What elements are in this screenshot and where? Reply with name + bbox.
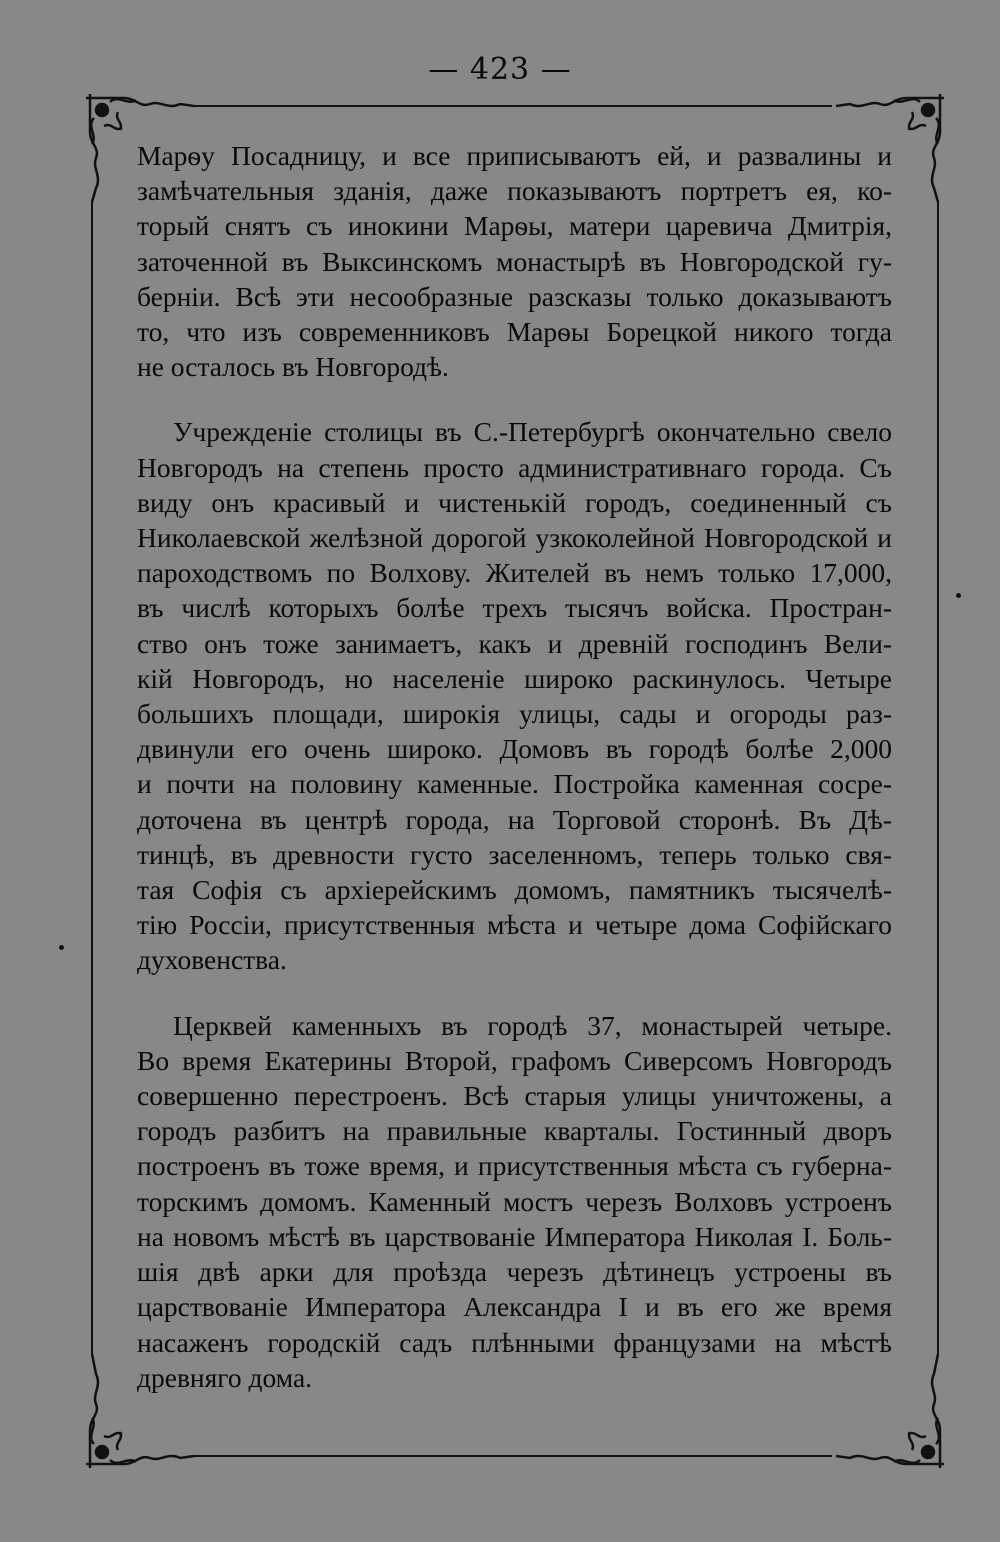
text-line: замѣчательныя зданія, даже показываютъ портретъ ея, ко- [137, 175, 892, 207]
text-line: Марѳу Посадницу, и все приписываютъ ей, и развалины и [137, 140, 892, 171]
text-line: тая Софія съ архіерейскимъ домомъ, памятникъ тысячелѣ- [137, 874, 892, 906]
text-line: заточенной въ Выксинскомъ монастырѣ въ Новгородской гу- [137, 245, 892, 277]
text-line: построенъ въ тоже время, и присутственныя мѣста съ губерна- [137, 1150, 892, 1182]
text-line: двинули его очень широко. Домовъ въ городѣ болѣе 2,000 [137, 733, 892, 765]
paragraph [137, 138, 892, 384]
text-line: царствованіе Императора Александра I и въ его же время [137, 1291, 892, 1323]
stray-ink-dot [956, 593, 961, 598]
text-line: совершенно перестроенъ. Всѣ старыя улицы уничтожены, а [137, 1080, 892, 1112]
paragraph [137, 414, 892, 977]
text-line: виду онъ красивый и чистенькій городъ, соединенный съ [137, 486, 892, 518]
text-line: торый снятъ съ инокини Марѳы, матери царевича Дмитрія, [137, 210, 892, 242]
text-line: Новгородъ на степень просто административнаго города. Съ [137, 451, 892, 483]
stray-ink-dot [59, 945, 64, 950]
text-line: кій Новгородъ, но населеніе широко раскинулось. Четыре [137, 662, 892, 694]
page-number: — 423 — [428, 52, 572, 87]
text-line: Николаевской желѣзной дорогой узкоколейной Новгородской и [137, 522, 892, 554]
text-line: тію Россіи, присутственныя мѣста и четыре дома Софійскаго [137, 909, 892, 941]
text-line: большихъ площади, широкія улицы, сады и огороды раз- [137, 698, 892, 730]
text-line: древняго дома. [137, 1361, 313, 1393]
text-line: насаженъ городскій садъ плѣнными французами на мѣстѣ [137, 1326, 892, 1358]
text-line: не осталось въ Новгородѣ. [137, 351, 449, 383]
paragraph-gap [137, 978, 892, 1008]
paragraph-gap [137, 384, 892, 414]
text-line: торскимъ домомъ. Каменный мостъ черезъ Волховъ устроенъ [137, 1185, 892, 1217]
text-line: Церквей каменныхъ въ городѣ 37, монастырей четыре. [173, 1009, 892, 1041]
text-line: въ числѣ которыхъ болѣе трехъ тысячъ войска. Простран- [137, 592, 892, 624]
text-line: духовенства. [137, 944, 287, 976]
text-line: пароходствомъ по Волхову. Жителей въ немъ только 17,000, [137, 557, 892, 589]
text-line: и почти на половину каменные. Постройка каменная сосре- [137, 768, 892, 800]
text-line: Во время Екатерины Второй, графомъ Сиверсомъ Новгородъ [137, 1044, 892, 1076]
paragraph [137, 1008, 892, 1395]
body-text [137, 138, 892, 1395]
text-line: Учрежденіе столицы въ С.-Петербургѣ окончательно свело [173, 416, 892, 448]
text-line: ство онъ тоже занимаетъ, какъ и древній господинъ Вели- [137, 627, 892, 659]
text-line: шія двѣ арки для проѣзда черезъ дѣтинецъ устроены въ [137, 1256, 892, 1288]
text-line: то, что изъ современниковъ Марѳы Борецкой никого тогда [137, 316, 892, 348]
text-line: городъ разбитъ на правильные кварталы. Гостинный дворъ [137, 1115, 892, 1147]
text-line: доточена въ центрѣ города, на Торговой сторонѣ. Въ Дѣ- [137, 803, 892, 835]
text-line: тинцѣ, въ древности густо заселенномъ, теперь только свя- [137, 838, 892, 870]
text-line: на новомъ мѣстѣ въ царствованіе Императора Николая I. Боль- [137, 1220, 892, 1252]
text-line: берніи. Всѣ эти несообразные разсказы только доказываютъ [137, 280, 892, 312]
